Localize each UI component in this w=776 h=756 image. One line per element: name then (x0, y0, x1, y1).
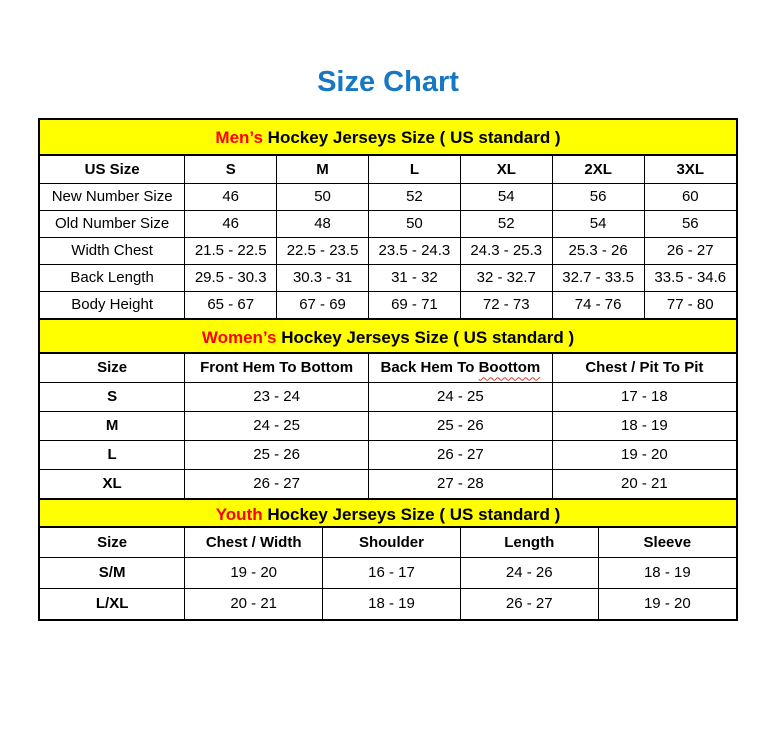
value-cell: 31 - 32 (368, 264, 460, 291)
value-cell: 32 - 32.7 (460, 264, 552, 291)
column-header (369, 354, 553, 382)
column-header: Front Hem To Bottom (185, 354, 369, 382)
page-title: Size Chart (317, 66, 459, 98)
table-row (40, 411, 736, 440)
youth-heading-highlight: Youth (215, 505, 263, 524)
row-label: Old Number Size (40, 210, 185, 237)
value-cell: 74 - 76 (552, 291, 644, 318)
row-label: M (40, 411, 185, 440)
value-cell: 16 - 17 (323, 557, 461, 588)
value-cell: 32.7 - 33.5 (552, 264, 644, 291)
table-row (40, 469, 736, 498)
column-header: S (185, 156, 277, 183)
table-row (40, 183, 736, 210)
value-cell: 56 (644, 210, 736, 237)
value-cell: 17 - 18 (552, 382, 736, 411)
value-cell: 46 (185, 183, 277, 210)
value-cell: 23 - 24 (185, 382, 369, 411)
youth-header-row (40, 528, 736, 557)
value-cell: 24 - 25 (185, 411, 369, 440)
column-header: Length (460, 528, 598, 557)
value-cell: 26 - 27 (460, 588, 598, 619)
value-cell: 19 - 20 (598, 588, 736, 619)
value-cell: 60 (644, 183, 736, 210)
mens-size-table (40, 156, 736, 318)
row-label: Back Length (40, 264, 185, 291)
youth-heading-rest: Hockey Jerseys Size ( US standard ) (262, 505, 561, 524)
value-cell: 20 - 21 (185, 588, 323, 619)
value-cell: 18 - 19 (552, 411, 736, 440)
value-cell: 26 - 27 (644, 237, 736, 264)
table-row (40, 382, 736, 411)
size-chart-page (0, 64, 776, 621)
column-header: 2XL (552, 156, 644, 183)
value-cell: 25 - 26 (185, 440, 369, 469)
womens-heading-rest: Hockey Jerseys Size ( US standard ) (276, 328, 575, 347)
value-cell: 18 - 19 (323, 588, 461, 619)
value-cell: 54 (460, 183, 552, 210)
value-cell: 27 - 28 (369, 469, 553, 498)
value-cell: 26 - 27 (369, 440, 553, 469)
value-cell: 29.5 - 30.3 (185, 264, 277, 291)
value-cell: 18 - 19 (598, 557, 736, 588)
value-cell: 24 - 26 (460, 557, 598, 588)
value-cell: 30.3 - 31 (277, 264, 369, 291)
column-header-text: Back Hem To (380, 359, 479, 377)
value-cell: 26 - 27 (185, 469, 369, 498)
table-row (40, 557, 736, 588)
youth-section-heading (40, 498, 736, 528)
column-header: US Size (40, 156, 185, 183)
row-label: XL (40, 469, 185, 498)
row-label: L (40, 440, 185, 469)
row-label: Body Height (40, 291, 185, 318)
value-cell: 50 (368, 210, 460, 237)
value-cell: 24.3 - 25.3 (460, 237, 552, 264)
size-chart-container (38, 118, 738, 621)
mens-header-row (40, 156, 736, 183)
row-label: New Number Size (40, 183, 185, 210)
table-row (40, 210, 736, 237)
value-cell: 46 (185, 210, 277, 237)
value-cell: 50 (277, 183, 369, 210)
table-row (40, 588, 736, 619)
column-header: L (368, 156, 460, 183)
value-cell: 24 - 25 (369, 382, 553, 411)
mens-section-heading (40, 120, 736, 156)
column-header: Sleeve (598, 528, 736, 557)
table-row (40, 237, 736, 264)
value-cell: 52 (368, 183, 460, 210)
value-cell: 20 - 21 (552, 469, 736, 498)
table-row (40, 264, 736, 291)
value-cell: 72 - 73 (460, 291, 552, 318)
column-header: Size (40, 528, 185, 557)
womens-header-row (40, 354, 736, 382)
value-cell: 21.5 - 22.5 (185, 237, 277, 264)
value-cell: 19 - 20 (552, 440, 736, 469)
column-header: Chest / Pit To Pit (552, 354, 736, 382)
table-row (40, 440, 736, 469)
value-cell: 48 (277, 210, 369, 237)
value-cell: 25.3 - 26 (552, 237, 644, 264)
mens-heading-rest: Hockey Jerseys Size ( US standard ) (262, 128, 561, 147)
mens-heading-highlight: Men’s (215, 128, 263, 147)
column-header: Size (40, 354, 185, 382)
row-label: Width Chest (40, 237, 185, 264)
table-row (40, 291, 736, 318)
column-header: 3XL (644, 156, 736, 183)
value-cell: 54 (552, 210, 644, 237)
row-label: S (40, 382, 185, 411)
womens-section-heading (40, 318, 736, 354)
value-cell: 25 - 26 (369, 411, 553, 440)
misspelled-word: Boottom (478, 359, 541, 377)
value-cell: 77 - 80 (644, 291, 736, 318)
column-header: M (277, 156, 369, 183)
value-cell: 52 (460, 210, 552, 237)
value-cell: 56 (552, 183, 644, 210)
value-cell: 65 - 67 (185, 291, 277, 318)
value-cell: 23.5 - 24.3 (368, 237, 460, 264)
value-cell: 67 - 69 (277, 291, 369, 318)
youth-size-table (40, 528, 736, 619)
value-cell: 33.5 - 34.6 (644, 264, 736, 291)
womens-size-table (40, 354, 736, 498)
value-cell: 19 - 20 (185, 557, 323, 588)
row-label: L/XL (40, 588, 185, 619)
womens-heading-highlight: Women’s (201, 328, 277, 347)
row-label: S/M (40, 557, 185, 588)
column-header: Shoulder (323, 528, 461, 557)
value-cell: 22.5 - 23.5 (277, 237, 369, 264)
column-header: Chest / Width (185, 528, 323, 557)
value-cell: 69 - 71 (368, 291, 460, 318)
column-header: XL (460, 156, 552, 183)
